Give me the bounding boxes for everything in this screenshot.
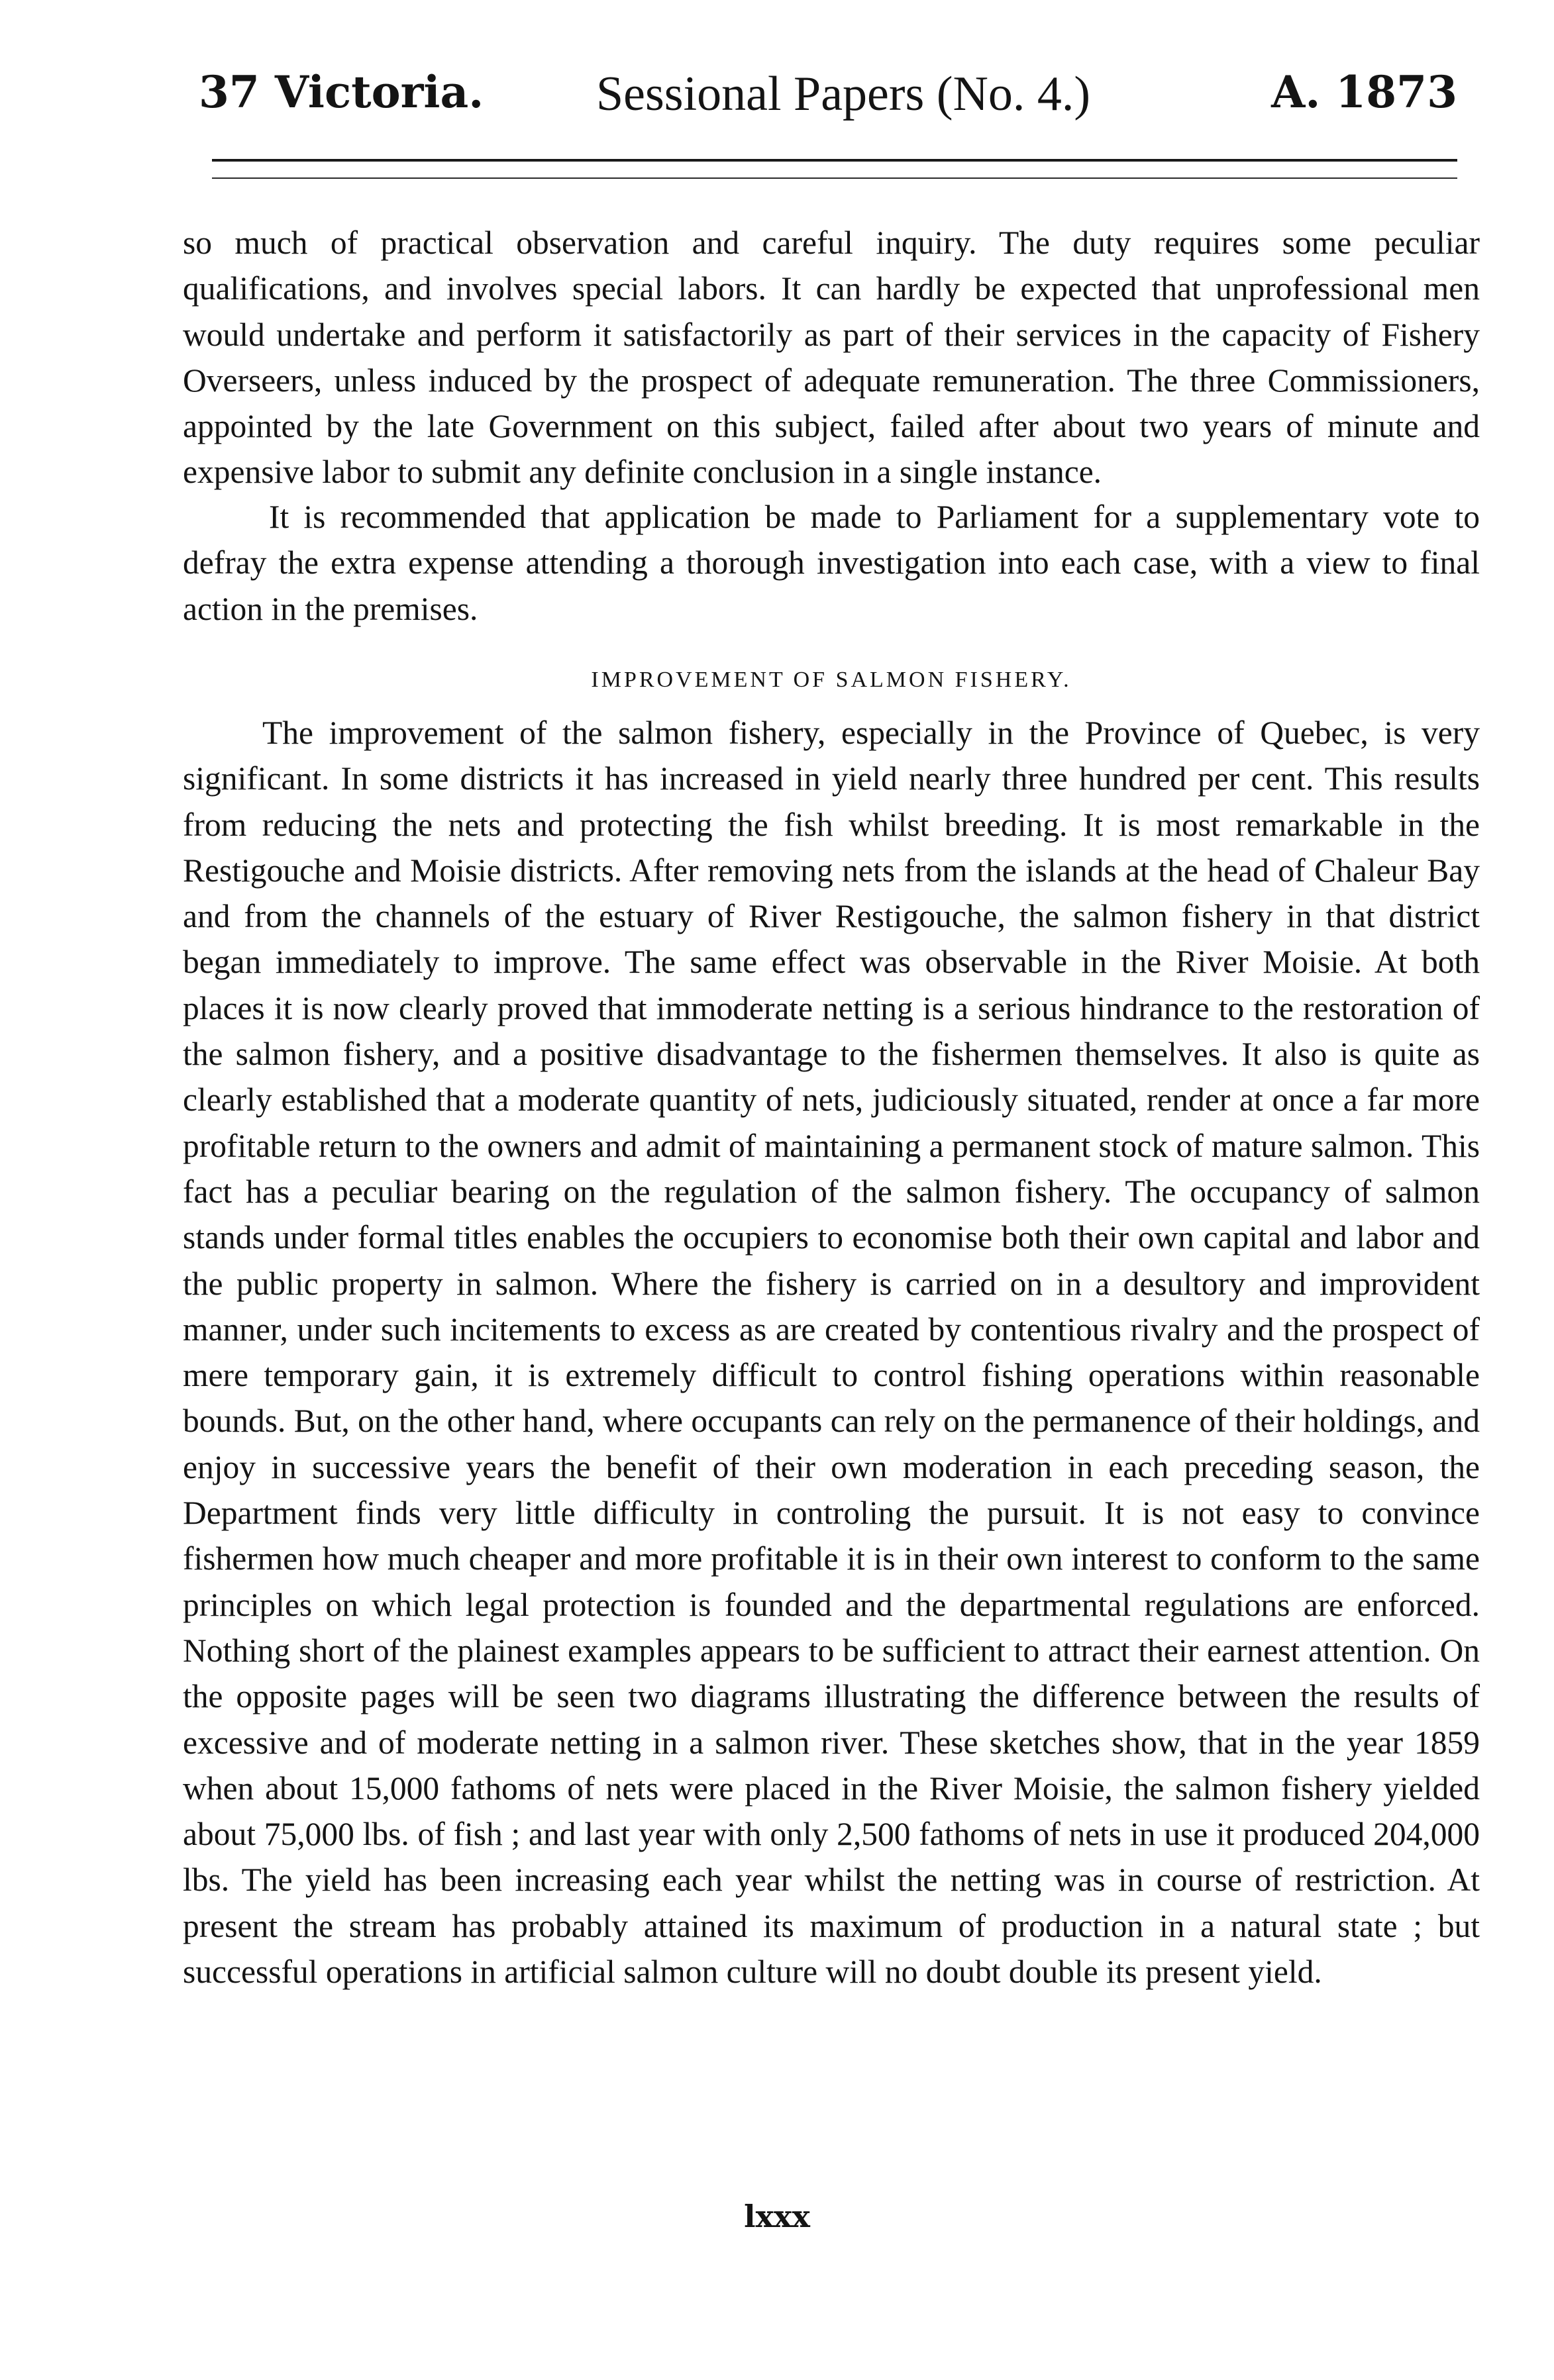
- header-title: Sessional Papers (No. 4.): [596, 67, 1091, 121]
- section-heading: IMPROVEMENT OF SALMON FISHERY.: [591, 668, 1072, 692]
- header-year: A. 1873: [1271, 66, 1457, 118]
- running-head: [199, 66, 1457, 126]
- paragraph-recommendation: It is recommended that application be made to Parliament for a supplementary vote to defray the extra expense attending a thorough investigation into each case, with a view to final action in the premises.: [183, 499, 1480, 627]
- header-rule-thin: [212, 177, 1457, 179]
- paragraph-continuation: so much of practical observation and careful inquiry. The duty requires some peculiar qualifications, and involves special labors. It can hardly be expected that unprofessional men would undertake and perform it satisfactorily as part of their services in the capacity of Fishery Overseers, unless induced by the prospect of adequate remuneration. The three Commissioners, appointed by the late Government on this subject, failed after about two years of minute and expensive labor to submit any definite conclusion in a single instance.: [183, 224, 1480, 491]
- header-volume: 37 Victoria.: [199, 66, 484, 118]
- page-number: lxxx: [744, 2199, 810, 2234]
- paragraph-salmon-fishery: The improvement of the salmon fishery, especially in the Province of Quebec, is very significant. In some districts it has increased in yield nearly three hundred per cent. This results from reducing the nets and protecting the fish whilst breeding. It is most remarkable in the Restigouche and Moisie districts. After removing nets from the islands at the head of Chaleur Bay and from the channels of the estuary of River Restigouche, the salmon fishery in that district began immediately to improve. The same effect was observable in the River Moisie. At both places it is now clearly proved that immoderate netting is a serious hindrance to the restoration of the salmon fishery, and a positive disadvantage to the fishermen themselves. It also is quite as clearly established that a moderate quantity of nets, judiciously situated, render at once a far more profitable return to the owners and admit of maintaining a permanent stock of mature salmon. This fact has a peculiar bearing on the regulation of the salmon fishery. The occupancy of salmon stands under formal titles enables the occupiers to economise both their own capital and labor and the public property in salmon. Where the fishery is carried on in a desultory and improvident manner, under such incitements to excess as are created by contentious rivalry and the prospect of mere temporary gain, it is extremely difficult to control fishing operations within reasonable bounds. But, on the other hand, where occupants can rely on the permanence of their holdings, and enjoy in successive years the benefit of their own moderation in each preceding season, the Department finds very little difficulty in controling the pursuit. It is not easy to convince fishermen how much cheaper and more profitable it is in their own interest to conform to the same principles on which legal protection is founded and the departmental regulations are enforced. Nothing short of the plainest examples appears to be sufficient to attract their earnest attention. On the opposite pages will be seen two diagrams illustrating the difference between the results of excessive and of moderate netting in a salmon river. These sketches show, that in the year 1859 when about 15,000 fathoms of nets were placed in the River Moisie, the salmon fishery yielded about 75,000 lbs. of fish ; and last year with only 2,500 fathoms of nets in use it produced 204,000 lbs. The yield has been increasing each year whilst the netting was in course of restriction. At present the stream has probably attained its maximum of production in a natural state ; but successful operations in artificial salmon culture will no doubt double its present yield.: [183, 715, 1480, 1991]
- header-rule-thick: [212, 159, 1457, 162]
